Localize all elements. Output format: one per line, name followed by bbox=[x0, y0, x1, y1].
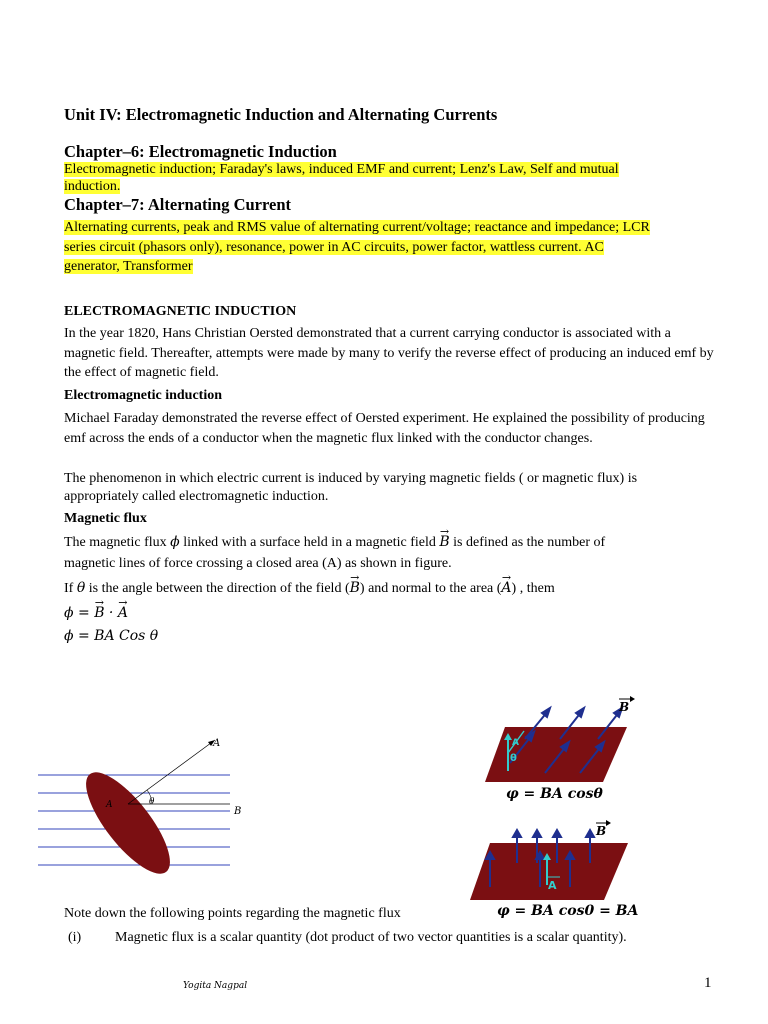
emi-heading: Electromagnetic induction bbox=[64, 388, 223, 403]
note-line: Note down the following points regarding the magnetic flux bbox=[64, 906, 401, 921]
normal-vector-line bbox=[128, 740, 215, 804]
top-field-label: B bbox=[619, 700, 630, 714]
point-1-text: Magnetic flux is a scalar quantity (dot product of two vector quantities is a scalar quantity). bbox=[115, 930, 627, 945]
unit-title: Unit IV: Electromagnetic Induction and Alternating Currents bbox=[64, 105, 498, 124]
chapter6-syllabus-line2: induction. bbox=[64, 179, 121, 194]
chapter7-title: Chapter–7: Alternating Current bbox=[64, 195, 292, 214]
angle-line: If θ is the angle between the direction of the field (→ B) and normal to the area (→ A) , them bbox=[64, 579, 555, 598]
label-field: B bbox=[234, 806, 242, 817]
intro-paragraph: In the year 1820, Hans Christian Oersted demonstrated that a current carrying conductor is associated with a magnetic field. Thereafter, attempts were made by many to verify the reverse effect of producing an induced emf by the effect of magnetic field. bbox=[64, 326, 714, 380]
plate-top bbox=[485, 727, 627, 782]
section-heading: ELECTROMAGNETIC INDUCTION bbox=[64, 304, 297, 319]
top-theta-label: θ bbox=[510, 753, 517, 764]
top-area-label: A bbox=[512, 738, 519, 748]
equation-dot-product: ϕ = → B · → A bbox=[64, 604, 128, 623]
flux-heading: Magnetic flux bbox=[64, 511, 147, 526]
emi-paragraph-1: Michael Faraday demonstrated the reverse effect of Oersted experiment. He explained the possibility of producing emf across the ends of a conductor when the magnetic flux linked with the conductor changes. bbox=[64, 411, 705, 446]
chapter6-syllabus-line1: Electromagnetic induction; Faraday's laws, induced EMF and current; Lenz's Law, Self and mutual bbox=[64, 162, 619, 177]
bottom-area-label: A bbox=[548, 879, 557, 892]
flux-definition-line1: The magnetic flux ϕ linked with a surface held in a magnetic field → B is defined as the number of bbox=[64, 533, 605, 552]
footer-author: Yogita Nagpal bbox=[183, 981, 248, 991]
emi-paragraph-2: The phenomenon in which electric current is induced by varying magnetic fields ( or magnetic flux) is appropriately called electromagnetic induction. bbox=[64, 471, 638, 504]
chapter7-syllabus-line2: series circuit (phasors only), resonance, power in AC circuits, power factor, wattless current. AC bbox=[64, 240, 604, 255]
perpendicular-flux-figure bbox=[462, 815, 642, 915]
angled-flux-figure bbox=[480, 693, 660, 793]
chapter7-syllabus-line3: generator, Transformer bbox=[64, 259, 193, 274]
label-area: A bbox=[106, 800, 113, 810]
label-area-vector: A bbox=[213, 738, 221, 749]
formula-angled: φ = BA cosθ bbox=[506, 786, 603, 802]
formula-perpendicular: φ = BA cos0 = BA bbox=[497, 903, 639, 919]
label-theta: θ bbox=[149, 797, 155, 807]
flux-definition-line2: magnetic lines of force crossing a closed area (A) as shown in figure. bbox=[64, 556, 452, 571]
point-1-number: (i) bbox=[68, 930, 82, 945]
equation-cosine: ϕ = BA Cos θ bbox=[64, 628, 159, 644]
bottom-field-label: B bbox=[596, 824, 607, 838]
page-number: 1 bbox=[704, 975, 712, 991]
chapter7-syllabus-line1: Alternating currents, peak and RMS value of alternating current/voltage; reactance and impedance; LCR bbox=[64, 220, 650, 235]
area-ellipse bbox=[72, 761, 183, 886]
chapter6-title: Chapter–6: Electromagnetic Induction bbox=[64, 142, 337, 161]
flux-area-figure bbox=[30, 730, 290, 870]
